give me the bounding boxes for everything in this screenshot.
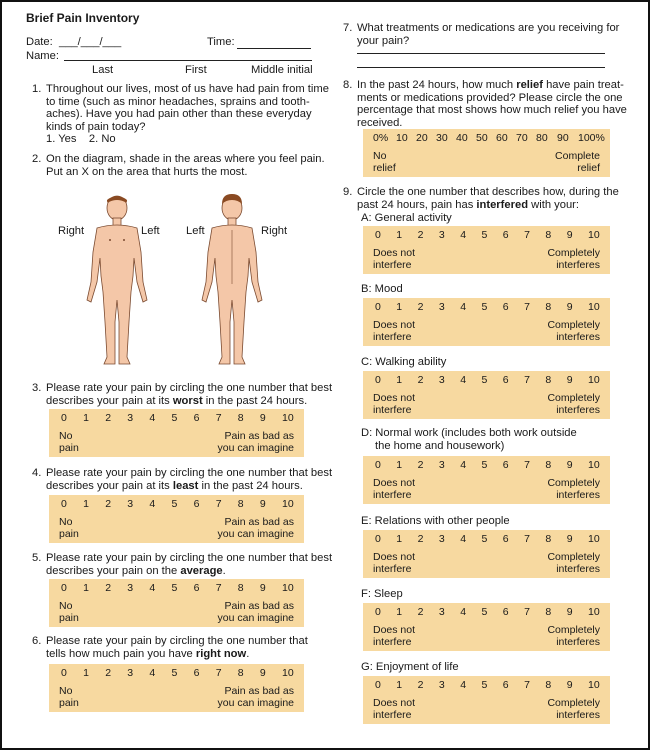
scale-high-anchor: Completely interferes <box>547 477 600 501</box>
q9-item-label: C: Walking ability <box>361 356 447 368</box>
q7-number: 7. <box>343 22 353 34</box>
scale-number-3[interactable]: 3 <box>438 374 445 386</box>
scale-number-5[interactable]: 5 <box>481 301 488 313</box>
percent-option[interactable]: 50 <box>476 132 488 144</box>
scale-number-3[interactable]: 3 <box>127 667 134 679</box>
percent-option[interactable]: 20 <box>416 132 428 144</box>
scale-number-9[interactable]: 9 <box>566 374 573 386</box>
q5-text: Please rate your pain by circling the one number that best describes your pain on the average. <box>46 552 333 577</box>
scale-number-7[interactable]: 7 <box>215 667 222 679</box>
scale-number-6[interactable]: 6 <box>193 667 200 679</box>
scale-low-anchor: Does not interfere <box>373 624 416 648</box>
scale-number-1[interactable]: 1 <box>83 412 89 424</box>
scale-number-9[interactable]: 9 <box>566 533 573 545</box>
scale-number-10[interactable]: 10 <box>588 229 600 241</box>
q4-number: 4. <box>32 467 42 479</box>
scale-number-0[interactable]: 0 <box>375 374 381 386</box>
scale-number-8[interactable]: 8 <box>237 582 244 594</box>
scale-number-7[interactable]: 7 <box>524 374 530 386</box>
scale-number-6[interactable]: 6 <box>193 582 200 594</box>
scale-number-0[interactable]: 0 <box>375 679 381 691</box>
scale-number-4[interactable]: 4 <box>460 374 467 386</box>
q8-relief-scale-box[interactable] <box>363 129 610 177</box>
scale-number-10[interactable]: 10 <box>282 667 294 679</box>
q9-item-label: B: Mood <box>361 283 403 295</box>
scale-high-anchor: Pain as bad as you can imagine <box>217 600 294 624</box>
scale-number-4[interactable]: 4 <box>460 229 467 241</box>
scale-number-7[interactable]: 7 <box>215 498 222 510</box>
scale-number-7[interactable]: 7 <box>215 412 222 424</box>
scale-number-0[interactable]: 0 <box>375 606 381 618</box>
scale-number-1[interactable]: 1 <box>396 606 403 618</box>
q9-scale-box[interactable] <box>363 456 610 504</box>
q6-number: 6. <box>32 635 42 647</box>
name-last-caption: Last <box>92 64 114 76</box>
scale-number-4[interactable]: 4 <box>460 533 467 545</box>
percent-option[interactable]: 60 <box>496 132 508 144</box>
scale-number-10[interactable]: 10 <box>588 301 600 313</box>
time-label: Time: <box>207 36 235 48</box>
date-label: Date: <box>26 36 53 48</box>
scale-high-anchor: Completely interferes <box>547 392 600 416</box>
scale-number-2[interactable]: 2 <box>417 679 424 691</box>
scale-number-0[interactable]: 0 <box>61 412 67 424</box>
q3-scale-box[interactable] <box>49 409 304 457</box>
percent-option[interactable]: 0% <box>373 132 389 144</box>
name-field[interactable] <box>64 60 312 61</box>
scale-number-5[interactable]: 5 <box>481 679 488 691</box>
scale-number-6[interactable]: 6 <box>502 606 509 618</box>
scale-low-anchor: No pain <box>59 600 79 624</box>
q9-item-label: D: Normal work (includes both work outside the home and housework) <box>361 427 577 452</box>
scale-number-3[interactable]: 3 <box>127 498 134 510</box>
scale-number-4[interactable]: 4 <box>460 606 467 618</box>
scale-number-6[interactable]: 6 <box>502 459 509 471</box>
scale-number-7[interactable]: 7 <box>524 606 530 618</box>
scale-high-anchor: Completely interferes <box>547 624 600 648</box>
scale-number-9[interactable]: 9 <box>259 667 266 679</box>
scale-number-0[interactable]: 0 <box>375 301 381 313</box>
scale-number-5[interactable]: 5 <box>481 606 488 618</box>
percent-option[interactable]: 80 <box>536 132 548 144</box>
scale-number-8[interactable]: 8 <box>237 412 244 424</box>
q3-number: 3. <box>32 382 42 394</box>
percent-option[interactable]: 30 <box>436 132 448 144</box>
q8-number: 8. <box>343 79 353 91</box>
scale-number-0[interactable]: 0 <box>375 533 381 545</box>
scale-number-0[interactable]: 0 <box>61 582 67 594</box>
q9-scale-box[interactable] <box>363 226 610 274</box>
scale-number-2[interactable]: 2 <box>105 667 112 679</box>
scale-high-anchor: Completely interferes <box>547 247 600 271</box>
scale-number-4[interactable]: 4 <box>460 301 467 313</box>
scale-number-9[interactable]: 9 <box>259 498 266 510</box>
q9-scale-box[interactable] <box>363 530 610 578</box>
scale-number-8[interactable]: 8 <box>545 301 552 313</box>
scale-number-6[interactable]: 6 <box>193 412 200 424</box>
scale-number-5[interactable]: 5 <box>481 459 488 471</box>
q9-scale-box[interactable] <box>363 371 610 419</box>
scale-number-1[interactable]: 1 <box>396 301 403 313</box>
scale-number-3[interactable]: 3 <box>438 533 445 545</box>
q3-text: Please rate your pain by circling the one number that best describes your pain at its worst in the past 24 hours. <box>46 382 333 407</box>
q5-scale-box[interactable] <box>49 579 304 627</box>
scale-number-7[interactable]: 7 <box>215 582 222 594</box>
scale-number-7[interactable]: 7 <box>524 533 530 545</box>
scale-low-anchor: Does not interfere <box>373 697 416 721</box>
name-first-caption: First <box>185 64 207 76</box>
scale-number-10[interactable]: 10 <box>282 582 294 594</box>
scale-number-9[interactable]: 9 <box>566 606 573 618</box>
q9-item-label: G: Enjoyment of life <box>361 661 459 673</box>
scale-number-5[interactable]: 5 <box>171 582 178 594</box>
q7-answer-line-1[interactable] <box>357 53 605 54</box>
scale-high-anchor: Completely interferes <box>547 319 600 343</box>
scale-number-4[interactable]: 4 <box>149 667 156 679</box>
scale-number-1[interactable]: 1 <box>396 459 403 471</box>
scale-number-6[interactable]: 6 <box>502 229 509 241</box>
scale-number-3[interactable]: 3 <box>438 606 445 618</box>
scale-number-6[interactable]: 6 <box>193 498 200 510</box>
scale-number-9[interactable]: 9 <box>566 229 573 241</box>
scale-number-7[interactable]: 7 <box>524 679 530 691</box>
q7-text: What treatments or medications are you receiving for your pain? <box>357 22 620 47</box>
scale-number-10[interactable]: 10 <box>588 679 600 691</box>
scale-number-1[interactable]: 1 <box>83 582 89 594</box>
scale-number-7[interactable]: 7 <box>524 459 530 471</box>
scale-number-0[interactable]: 0 <box>61 498 67 510</box>
back-body-diagram[interactable] <box>192 192 272 372</box>
date-field[interactable]: ___/___/___ <box>59 36 122 48</box>
scale-number-8[interactable]: 8 <box>545 533 552 545</box>
scale-number-10[interactable]: 10 <box>282 498 294 510</box>
scale-number-5[interactable]: 5 <box>481 533 488 545</box>
scale-number-2[interactable]: 2 <box>105 498 112 510</box>
scale-number-5[interactable]: 5 <box>481 229 488 241</box>
scale-number-10[interactable]: 10 <box>588 459 600 471</box>
scale-low-anchor: No pain <box>59 430 79 454</box>
scale-number-2[interactable]: 2 <box>417 606 424 618</box>
scale-number-5[interactable]: 5 <box>171 667 178 679</box>
back-left-label: Left <box>186 225 205 237</box>
back-right-label: Right <box>261 225 288 237</box>
scale-low-anchor: Does not interfere <box>373 319 416 343</box>
scale-number-0[interactable]: 0 <box>61 667 67 679</box>
scale-number-1[interactable]: 1 <box>396 229 403 241</box>
q9-item-label: F: Sleep <box>361 588 403 600</box>
q9-number: 9. <box>343 186 353 198</box>
front-left-label: Left <box>141 225 160 237</box>
scale-number-9[interactable]: 9 <box>566 301 573 313</box>
scale-number-8[interactable]: 8 <box>545 459 552 471</box>
scale-number-0[interactable]: 0 <box>375 229 381 241</box>
q6-scale-box[interactable] <box>49 664 304 712</box>
scale-number-1[interactable]: 1 <box>83 498 89 510</box>
q7-answer-line-2[interactable] <box>357 67 605 68</box>
scale-number-4[interactable]: 4 <box>149 498 156 510</box>
scale-number-3[interactable]: 3 <box>438 301 445 313</box>
q2-text: On the diagram, shade in the areas where you feel pain. Put an X on the area that hurts the most. <box>46 153 325 178</box>
percent-option[interactable]: 100% <box>578 132 605 144</box>
time-field[interactable] <box>237 48 311 49</box>
scale-high-anchor: Pain as bad as you can imagine <box>217 430 294 454</box>
scale-number-6[interactable]: 6 <box>502 301 509 313</box>
scale-number-2[interactable]: 2 <box>105 582 112 594</box>
scale-number-5[interactable]: 5 <box>171 412 178 424</box>
name-middle-caption: Middle initial <box>251 64 313 76</box>
scale-number-8[interactable]: 8 <box>545 679 552 691</box>
q2-number: 2. <box>32 153 42 165</box>
scale-number-4[interactable]: 4 <box>460 459 467 471</box>
q9-item-label: A: General activity <box>361 212 452 224</box>
scale-number-3[interactable]: 3 <box>438 229 445 241</box>
scale-low-anchor: Does not interfere <box>373 551 416 575</box>
scale-number-1[interactable]: 1 <box>396 533 403 545</box>
scale-number-3[interactable]: 3 <box>127 582 134 594</box>
scale-number-10[interactable]: 10 <box>588 533 600 545</box>
front-right-label: Right <box>58 225 85 237</box>
scale-low-anchor: No pain <box>59 516 79 540</box>
q4-text: Please rate your pain by circling the one number that best describes your pain at its least in the past 24 hours. <box>46 467 333 492</box>
q4-scale-box[interactable] <box>49 495 304 543</box>
q9-scale-box[interactable] <box>363 603 610 651</box>
scale-number-7[interactable]: 7 <box>524 301 530 313</box>
scale-number-4[interactable]: 4 <box>460 679 467 691</box>
percent-option[interactable]: 10 <box>396 132 408 144</box>
scale-high-anchor: Pain as bad as you can imagine <box>217 516 294 540</box>
q9-item-label: E: Relations with other people <box>361 515 510 527</box>
percent-option[interactable]: 40 <box>456 132 468 144</box>
scale-number-9[interactable]: 9 <box>566 459 573 471</box>
scale-number-1[interactable]: 1 <box>396 679 403 691</box>
scale-number-4[interactable]: 4 <box>149 412 156 424</box>
scale-number-6[interactable]: 6 <box>502 374 509 386</box>
q9-scale-box[interactable] <box>363 298 610 346</box>
scale-high-anchor: Completely interferes <box>547 697 600 721</box>
page-title: Brief Pain Inventory <box>26 11 140 25</box>
q5-number: 5. <box>32 552 42 564</box>
scale-number-8[interactable]: 8 <box>237 498 244 510</box>
percent-option[interactable]: 70 <box>516 132 528 144</box>
scale-number-5[interactable]: 5 <box>171 498 178 510</box>
scale-number-8[interactable]: 8 <box>545 229 552 241</box>
name-label: Name: <box>26 50 59 62</box>
q9-text: Circle the one number that describes how, during the past 24 hours, pain has interfered with your: <box>357 186 619 211</box>
scale-low-anchor: No pain <box>59 685 79 709</box>
scale-number-10[interactable]: 10 <box>588 374 600 386</box>
q8-text: In the past 24 hours, how much relief have pain treat- ments or medications provided? Please circle the one percentage that most shows how much relief you have received. <box>357 79 627 129</box>
scale-number-6[interactable]: 6 <box>502 679 509 691</box>
scale-number-2[interactable]: 2 <box>417 374 424 386</box>
front-body-diagram[interactable] <box>77 192 157 372</box>
q8-low-anchor: No relief <box>373 150 396 174</box>
scale-number-2[interactable]: 2 <box>417 533 424 545</box>
q1-number: 1. <box>32 83 42 95</box>
q8-high-anchor: Complete relief <box>555 150 600 174</box>
scale-number-10[interactable]: 10 <box>282 412 294 424</box>
scale-number-2[interactable]: 2 <box>417 459 424 471</box>
scale-number-1[interactable]: 1 <box>83 667 89 679</box>
scale-low-anchor: Does not interfere <box>373 247 416 271</box>
scale-number-9[interactable]: 9 <box>259 412 266 424</box>
scale-number-2[interactable]: 2 <box>417 229 424 241</box>
scale-number-3[interactable]: 3 <box>438 459 445 471</box>
scale-high-anchor: Pain as bad as you can imagine <box>217 685 294 709</box>
scale-low-anchor: Does not interfere <box>373 392 416 416</box>
scale-number-8[interactable]: 8 <box>237 667 244 679</box>
scale-number-9[interactable]: 9 <box>259 582 266 594</box>
percent-option[interactable]: 90 <box>557 132 569 144</box>
scale-number-2[interactable]: 2 <box>105 412 112 424</box>
q1-options[interactable]: 1. Yes 2. No <box>46 133 116 146</box>
scale-number-1[interactable]: 1 <box>396 374 403 386</box>
scale-number-9[interactable]: 9 <box>566 679 573 691</box>
q6-text: Please rate your pain by circling the one number that tells how much pain you have right now. <box>46 635 308 660</box>
scale-number-7[interactable]: 7 <box>524 229 530 241</box>
q9-scale-box[interactable] <box>363 676 610 724</box>
scale-number-3[interactable]: 3 <box>127 412 134 424</box>
scale-number-5[interactable]: 5 <box>481 374 488 386</box>
scale-number-6[interactable]: 6 <box>502 533 509 545</box>
scale-low-anchor: Does not interfere <box>373 477 416 501</box>
scale-number-4[interactable]: 4 <box>149 582 156 594</box>
scale-number-8[interactable]: 8 <box>545 374 552 386</box>
scale-number-0[interactable]: 0 <box>375 459 381 471</box>
q1-text: Throughout our lives, most of us have had pain from time to time (such as minor headaches, sprains and tooth- aches). Have you had pain other than these everyday kinds of pain today? 1. Yes 2. No <box>46 83 329 146</box>
scale-number-3[interactable]: 3 <box>438 679 445 691</box>
scale-number-2[interactable]: 2 <box>417 301 424 313</box>
scale-number-10[interactable]: 10 <box>588 606 600 618</box>
scale-high-anchor: Completely interferes <box>547 551 600 575</box>
scale-number-8[interactable]: 8 <box>545 606 552 618</box>
